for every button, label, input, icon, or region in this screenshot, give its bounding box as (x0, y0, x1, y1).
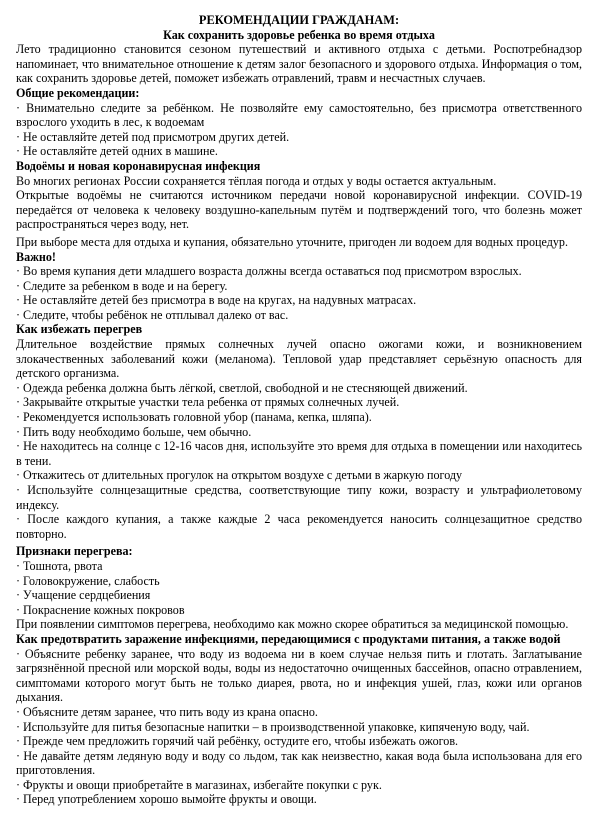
overheat-intro: Длительное воздействие прямых солнечных лучей опасно ожогами кожи, и возникновением злокачественных заболеваний кожи (меланома). Тепловой удар представляет серьёзную опасность для детского организма. (16, 337, 582, 381)
important-item: · Следите за ребенком в воде и на берегу. (16, 278, 228, 293)
overheat-item: · Не находитесь на солнце с 12-16 часов дня, используйте это время для отдыха в помещении или находитесь в тени. (16, 439, 582, 468)
overheat-item: · Рекомендуется использовать головной убор (панама, кепка, шляпа). (16, 410, 372, 425)
signs-item: · Головокружение, слабость (16, 573, 160, 588)
important-item: · Следите, чтобы ребёнок не отплывал далеко от вас. (16, 307, 289, 322)
infection-item: · Объясните ребенку заранее, что воду из водоема ни в коем случае нельзя пить и глотать. Заглатывание загрязнённой пресной или морской воды, воды из недостаточно очищенных бассейнов, опасно отравлением, симптомами которого могут быть не только диарея, рвота, но и инфекция ушей, глаз, кожи или органов дыхания. (16, 646, 582, 705)
general-item: · Внимательно следите за ребёнком. Не позволяйте ему самостоятельно, без присмотра ответственного взрослого уходить в лес, к водоемам (16, 100, 582, 130)
infection-item: · Не давайте детям ледяную воду и воду со льдом, так как неизвестно, какая вода была использована для его приготовления. (16, 748, 582, 778)
water-paragraph: Открытые водоёмы не считаются источником передачи новой коронавирусной инфекции. COVID-19 передаётся от человека к человеку воздушно-капельным путём и подтверждений того, что болезнь может распространяться через воду, нет. (16, 188, 582, 232)
signs-item: · Покраснение кожных покровов (16, 602, 185, 617)
overheat-item: · После каждого купания, а также каждые 2 часа рекомендуется наносить солнцезащитное средство повторно. (16, 512, 582, 541)
general-item: · Не оставляйте детей одних в машине. (16, 144, 218, 159)
intro-paragraph: Лето традиционно становится сезоном путешествий и активного отдыха с детьми. Роспотребнадзор напоминает, что внимательное отношение к детям залог безопасного и здорового отдыха. Информация о том, как сохранить здоровье детей, поможет избежать отравлений, травм и несчастных случаев. (16, 42, 582, 86)
document-subtitle: Как сохранить здоровье ребенка во время отдыха (163, 27, 435, 42)
infection-heading: Как предотвратить заражение инфекциями, передающимися с продуктами питания, а также водой (16, 631, 561, 646)
signs-item: · Учащение сердцебиения (16, 588, 151, 603)
infection-item: · Фрукты и овощи приобретайте в магазинах, избегайте покупки с рук. (16, 777, 382, 792)
water-paragraph: При выборе места для отдыха и купания, обязательно уточните, пригоден ли водоем для водных процедур. (16, 234, 568, 249)
general-item: · Не оставляйте детей под присмотром других детей. (16, 129, 290, 144)
general-heading: Общие рекомендации: (16, 85, 140, 100)
signs-item: · Тошнота, рвота (16, 558, 103, 573)
signs-heading: Признаки перегрева: (16, 544, 133, 559)
overheat-item: · Одежда ребенка должна быть лёгкой, светлой, свободной и не стесняющей движений. (16, 380, 468, 395)
document-title: РЕКОМЕНДАЦИИ ГРАЖДАНАМ: (198, 13, 400, 27)
overheat-item: · Откажитесь от длительных прогулок на открытом воздухе с детьми в жаркую погоду (16, 468, 463, 483)
overheat-item: · Закрывайте открытые участки тела ребенка от прямых солнечных лучей. (16, 395, 400, 410)
important-item: · Не оставляйте детей без присмотра в воде на кругах, на надувных матрасах. (16, 293, 417, 308)
infection-item: · Используйте для питья безопасные напитки – в производственной упаковке, кипяченую воду, чай. (16, 719, 530, 734)
overheat-item: · Используйте солнцезащитные средства, соответствующие типу кожи, возрасту и ультрафиолетовому индексу. (16, 483, 582, 512)
signs-outro: При появлении симптомов перегрева, необходимо как можно скорее обратиться за медицинской помощью. (16, 617, 569, 632)
infection-item: · Объясните детям заранее, что пить воду из крана опасно. (16, 704, 318, 719)
water-paragraph: Во многих регионах России сохраняется тёплая погода и отдых у воды остается актуальным. (16, 173, 497, 188)
overheat-item: · Пить воду необходимо больше, чем обычно. (16, 424, 252, 439)
important-item: · Во время купания дети младшего возраста должны всегда оставаться под присмотром взрослых. (16, 264, 522, 279)
overheat-heading: Как избежать перегрев (16, 322, 143, 337)
infection-item: · Прежде чем предложить горячий чай ребёнку, остудите его, чтобы избежать ожогов. (16, 734, 459, 749)
water-heading: Водоёмы и новая коронавирусная инфекция (16, 158, 261, 173)
infection-item: · Перед употреблением хорошо вымойте фрукты и овощи. (16, 792, 317, 807)
important-heading: Важно! (16, 249, 56, 264)
